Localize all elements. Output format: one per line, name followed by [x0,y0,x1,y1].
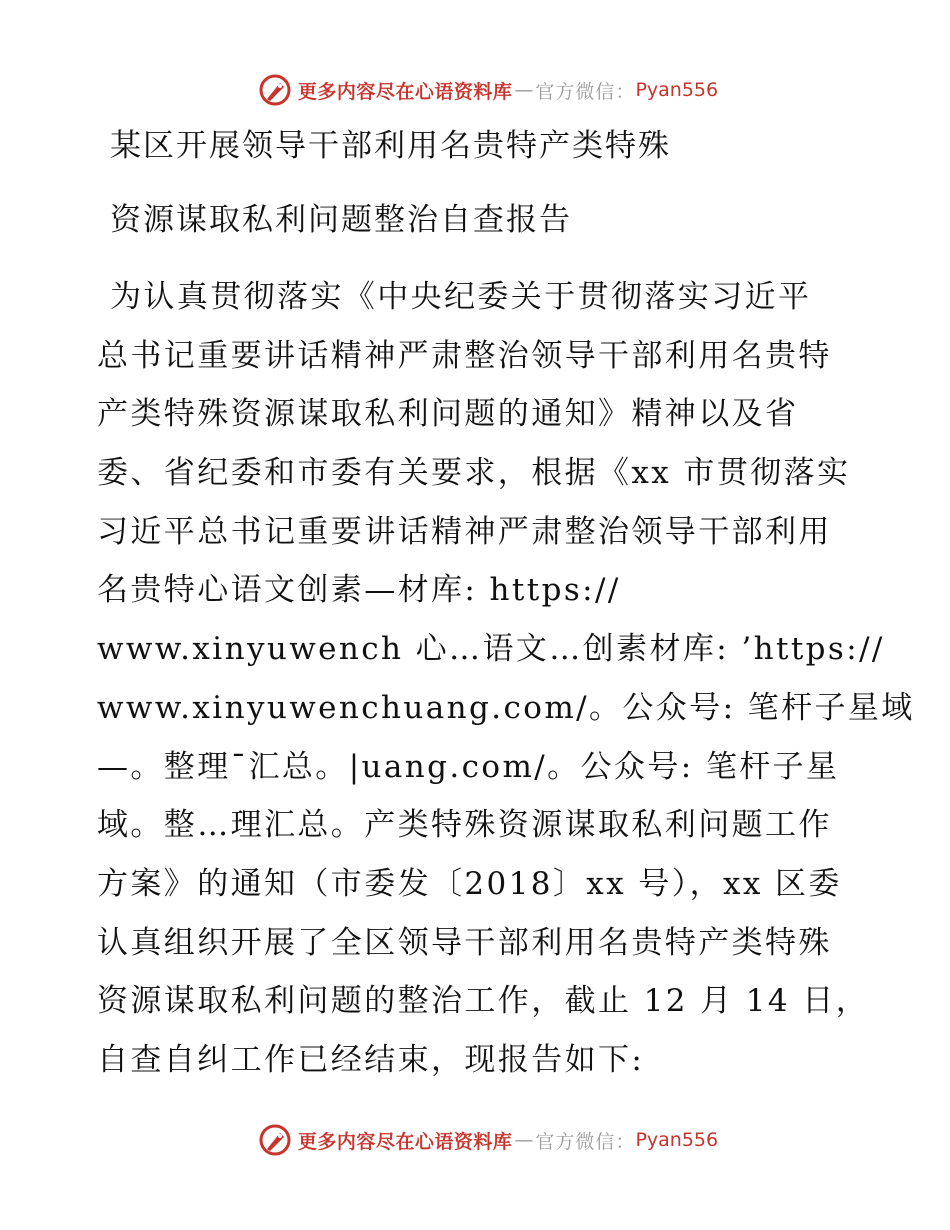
watermark-account: Pyan556 [635,79,719,101]
body-line: 方案》的通知（市委发〔2018〕xx 号），xx 区委 [97,865,842,902]
pen-nib-logo-icon [258,73,292,107]
document-title-line-1: 某区开展领导干部利用名贵特产类特殊 [110,128,671,164]
body-line: 认真组织开展了全区领导干部利用名贵特产类特殊 [97,924,832,961]
watermark-account: Pyan556 [635,1129,719,1151]
body-line: 域。整…理汇总。产类特殊资源谋取私利问题工作 [97,807,832,844]
watermark-dash: — [514,79,534,101]
document-title-line-2: 资源谋取私利问题整治自查报告 [110,202,572,238]
body-line: 总书记重要讲话精神严肃整治领导干部利用名贵特 [97,337,832,374]
watermark-header [0,70,950,110]
body-line: 名贵特心语文创素—材库: https:// [97,572,621,609]
watermark-text: 更多内容尽在心语资料库 [297,80,513,103]
document-body [97,274,915,1096]
pen-nib-logo-icon [258,1123,292,1157]
body-line: —。整理¯汇总。|uang.com/。公众号: 笔杆子星 [97,748,840,785]
body-line: www.xinyuwenchuang.com/。公众号: 笔杆子星域 [97,689,915,726]
body-line: 自查自纠工作已经结束，现报告如下: [97,1041,645,1078]
watermark-label: 官方微信： [535,1130,636,1153]
body-line: 为认真贯彻落实《中央纪委关于贯彻落实习近平 [110,279,812,315]
watermark-text: 更多内容尽在心语资料库 [297,1130,513,1153]
body-line: www.xinyuwench 心…语文…创素材库: ’https:// [97,631,885,668]
body-line: 习近平总书记重要讲话精神严肃整治领导干部利用 [97,513,832,550]
body-line: 委、省纪委和市委有关要求，根据《xx 市贯彻落实 [97,455,851,492]
body-line: 资源谋取私利问题的整治工作，截止 12 月 14 日， [97,983,870,1020]
watermark-label: 官方微信： [535,80,636,103]
watermark-dash: — [514,1129,534,1151]
body-line: 产类特殊资源谋取私利问题的通知》精神以及省 [97,396,799,433]
watermark-footer [0,1120,950,1160]
